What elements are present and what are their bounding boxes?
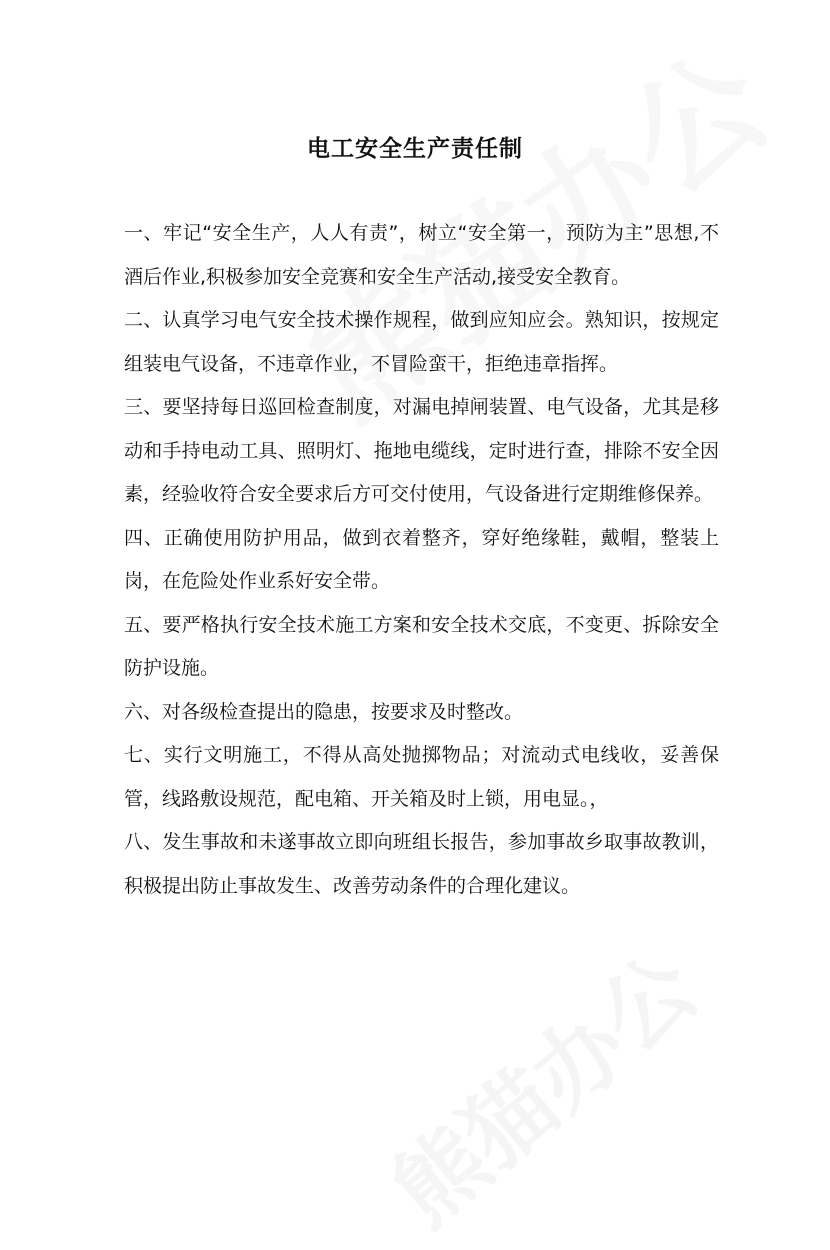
clause-list <box>124 212 719 908</box>
watermark-bottom <box>360 919 719 1250</box>
clause-item: 六、对各级检查提出的隐患，按要求及时整改。 <box>124 700 524 723</box>
clause-item: 二、认真学习电气安全技术操作规程，做到应知应会。熟知识，按规定组装电气设备，不违章作业，不冒险蛮干，拒绝违章指挥。 <box>124 309 719 375</box>
clause-item: 一、牢记“安全生产，人人有责”，树立“安全第一，预防为主”思想,不酒后作业,积极参加安全竞赛和安全生产活动,接受安全教育。 <box>124 222 719 288</box>
clause-item: 四、正确使用防护用品，做到衣着整齐，穿好绝缘鞋，戴帽，整装上岗，在危险处作业系好安全带。 <box>124 526 719 592</box>
clause-item: 八、发生事故和未遂事故立即向班组长报告，参加事故乡取事故教训，积极提出防止事故发生、改善劳动条件的合理化建议。 <box>124 831 719 897</box>
watermark-text-bottom <box>373 935 716 1247</box>
clause-item: 五、要严格执行安全技术施工方案和安全技术交底，不变更、拆除安全防护设施。 <box>124 613 719 679</box>
clause-item: 三、要坚持每日巡回检查制度，对漏电掉闸装置、电气设备，尤其是移动和手持电动工具、照明灯、拖地电缆线，定时进行查，排除不安全因素，经验收符合安全要求后方可交付使用，气设备进行定期维修保养。 <box>124 396 719 505</box>
page-title: 电工安全生产责任制 <box>307 136 523 163</box>
clause-item: 七、实行文明施工，不得从高处抛掷物品；对流动式电线收，妥善保管，线路敷设规范，配电箱、开关箱及时上锁，用电显。， <box>124 744 719 810</box>
